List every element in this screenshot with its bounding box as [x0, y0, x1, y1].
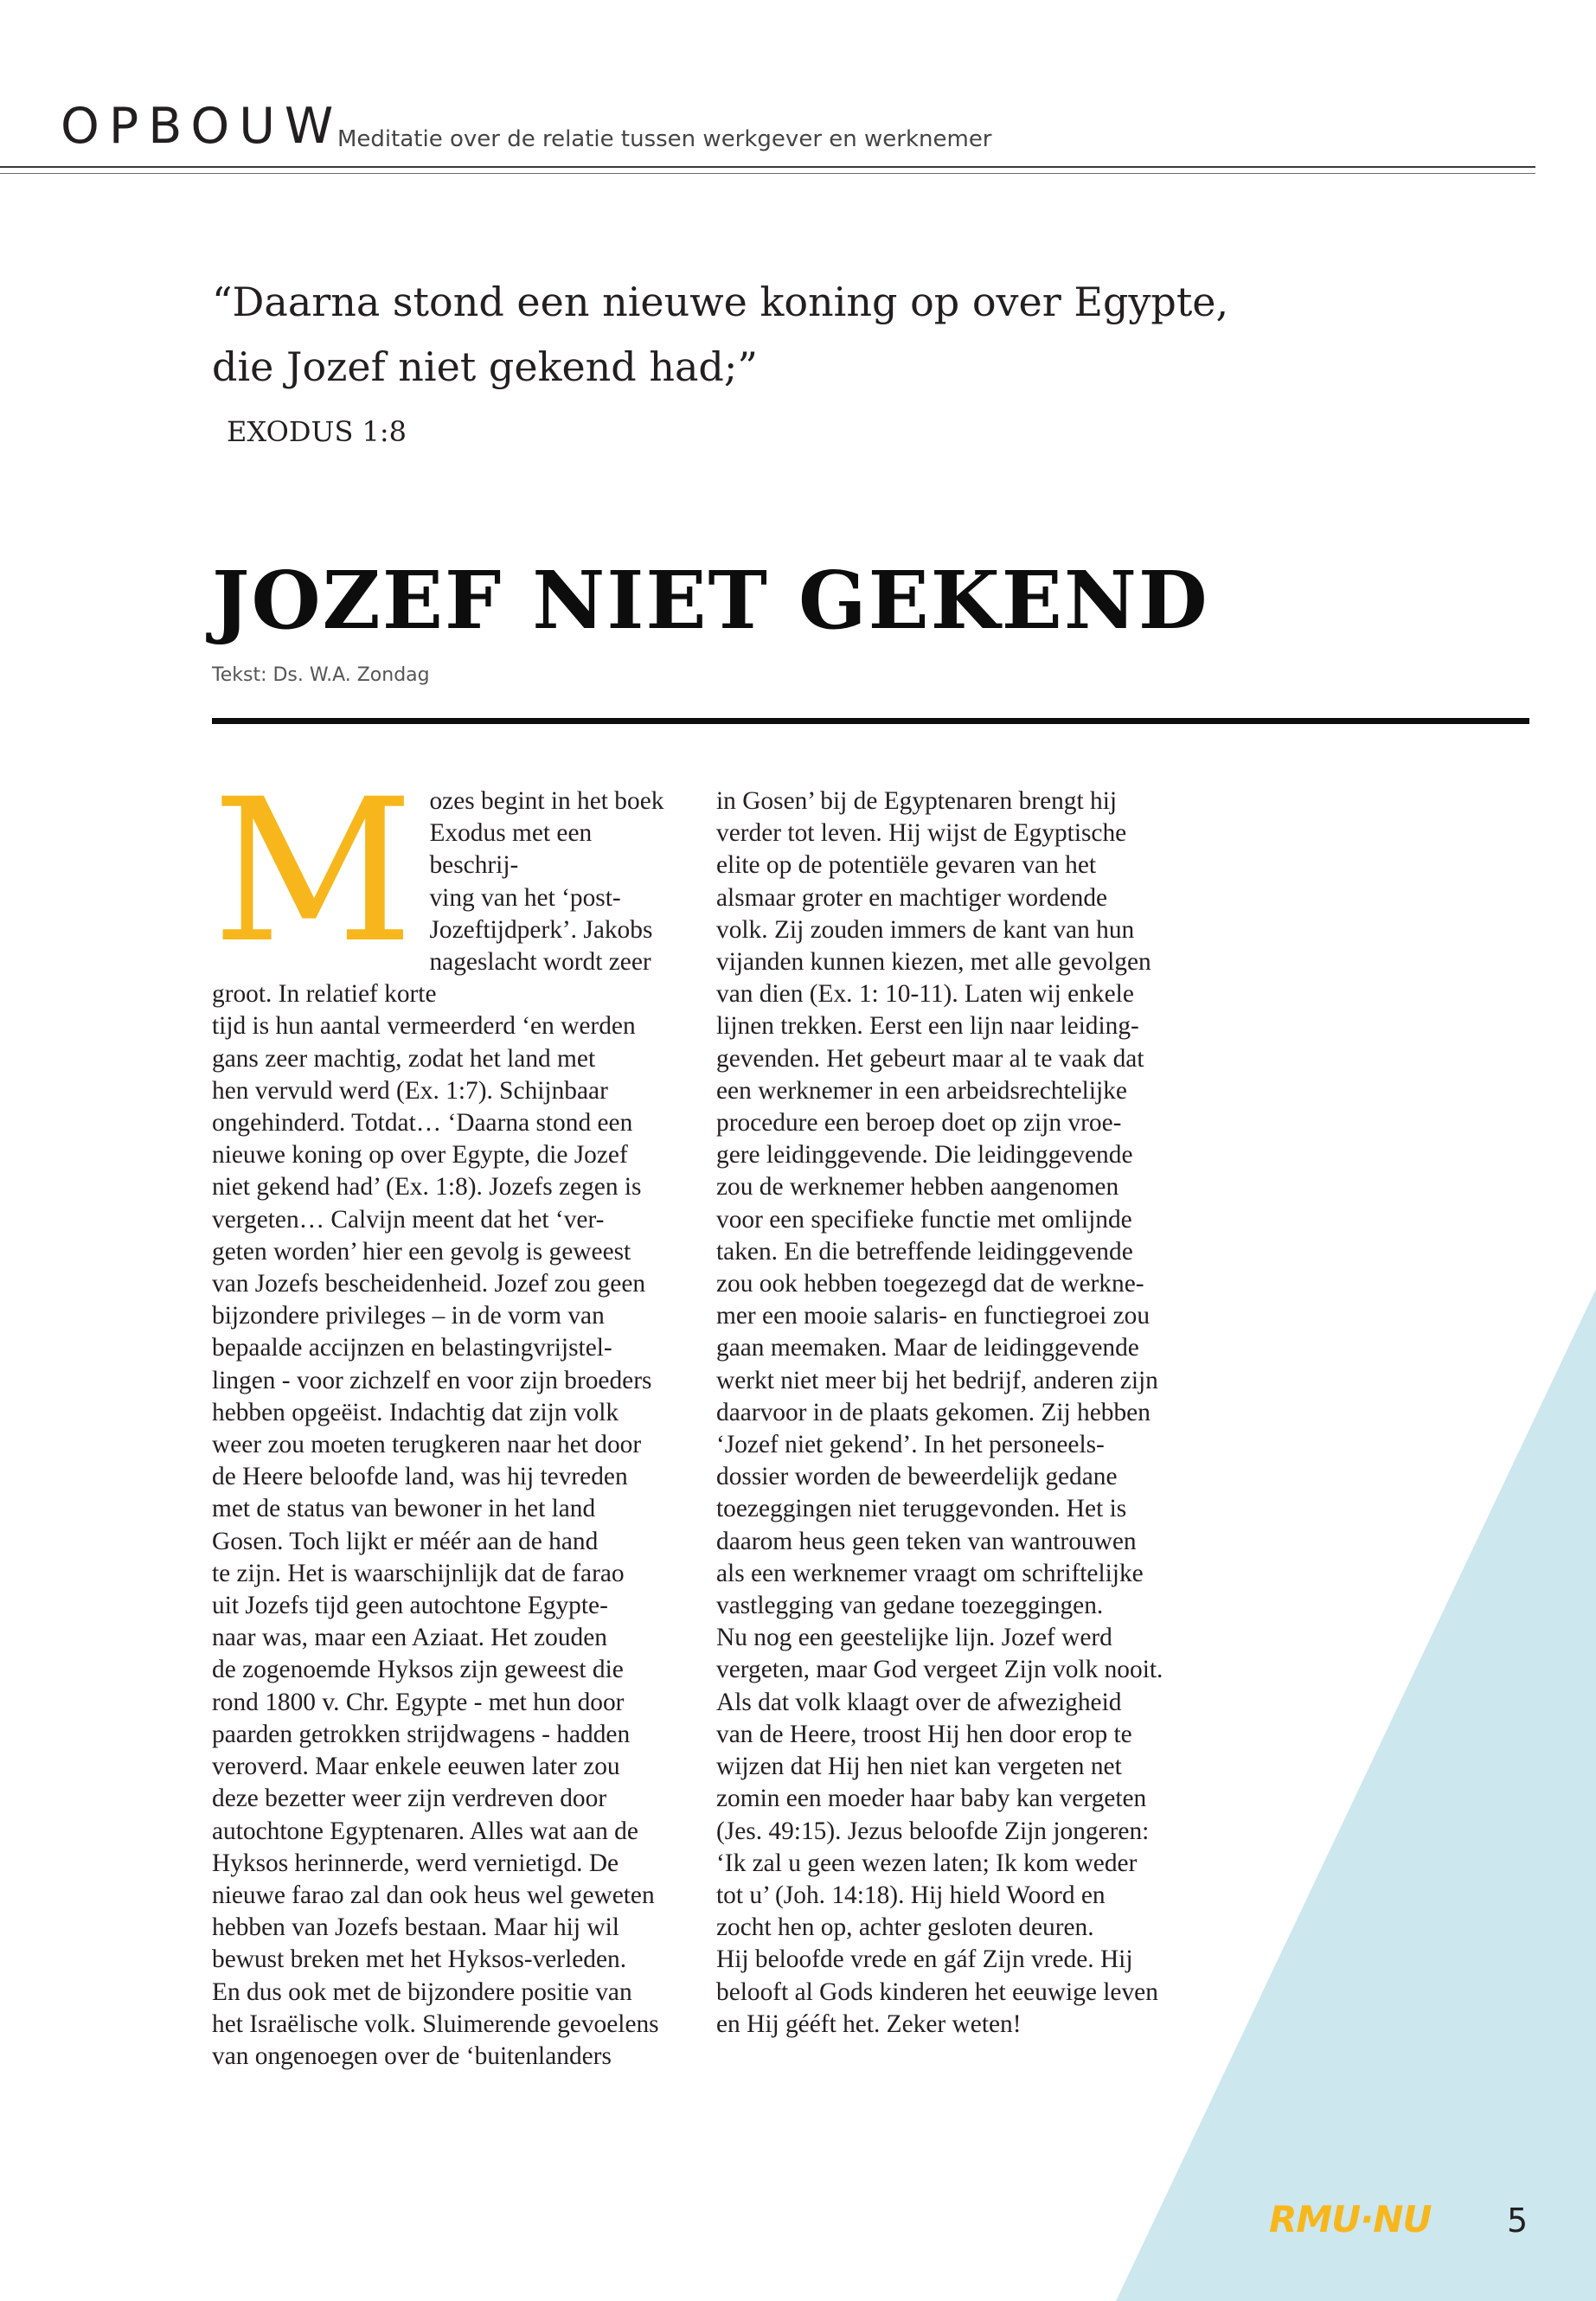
text-line: paarden getrokken strijdwagens - hadden — [212, 1720, 631, 1748]
text-line: ongehinderd. Totdat… ‘Daarna stond een — [212, 1109, 633, 1138]
text-line: vergeten… Calvijn meent dat het ‘ver- — [212, 1205, 605, 1234]
text-line: zocht hen op, achter gesloten deuren. — [716, 1913, 1094, 1942]
text-line: autochtone Egyptenaren. Alles wat aan de — [212, 1817, 638, 1845]
text-line: belooft al Gods kinderen het eeuwige leven — [716, 1977, 1158, 2006]
text-line: volk. Zij zouden immers de kant van hun — [716, 915, 1135, 944]
text-line: zou ook hebben toegezegd dat de werkne- — [716, 1270, 1144, 1298]
text-line: bijzondere privileges – in de vorm van — [212, 1302, 605, 1330]
text-line: nieuwe farao zal dan ook heus wel geweten — [212, 1881, 655, 1909]
text-line: daarom heus geen teken van wantrouwen — [716, 1527, 1137, 1555]
text-line: Exodus met een beschrij- — [429, 819, 593, 880]
text-line: en Hij gééft het. Zeker weten! — [716, 2009, 1022, 2038]
text-line: verder tot leven. Hij wijst de Egyptische — [716, 819, 1127, 848]
drop-cap: M — [212, 756, 414, 986]
text-line: hen vervuld werd (Ex. 1:7). Schijnbaar — [212, 1076, 608, 1105]
text-line: dossier worden de beweerdelijk gedane — [716, 1463, 1118, 1491]
byline: Tekst: Ds. W.A. Zondag — [212, 664, 430, 686]
text-line: vijanden kunnen kiezen, met alle gevolgen — [716, 948, 1151, 977]
text-line: groot. In relatief korte — [212, 980, 437, 1009]
text-line: van de Heere, troost Hij hen door erop te — [716, 1720, 1132, 1748]
text-line: bepaalde accijnzen en belastingvrijstel- — [212, 1334, 612, 1362]
text-line: tijd is hun aantal vermeerderd ‘en werden — [212, 1012, 636, 1041]
text-line: gere leidinggevende. Die leidinggevende — [716, 1141, 1133, 1170]
text-line: Als dat volk klaagt over de afwezigheid — [716, 1688, 1122, 1716]
text-line: alsmaar groter en machtiger wordende — [716, 883, 1108, 912]
text-line: Hyksos herinnerde, werd vernietigd. De — [212, 1849, 619, 1877]
bible-quote — [212, 270, 1228, 400]
text-line: het Israëlische volk. Sluimerende gevoelens — [212, 2009, 659, 2038]
text-line: ozes begint in het boek — [429, 787, 664, 815]
header-rule-thin — [0, 173, 1535, 174]
text-line: deze bezetter weer zijn verdreven door — [212, 1785, 607, 1813]
quote-reference: EXODUS 1:8 — [227, 415, 407, 448]
text-line: uit Jozefs tijd geen autochtone Egypte- — [212, 1592, 608, 1620]
text-line: procedure een beroep doet op zijn vroe- — [716, 1109, 1122, 1138]
text-line: nageslacht wordt zeer — [429, 948, 651, 977]
text-line: gevenden. Het gebeurt maar al te vaak dat — [716, 1044, 1144, 1073]
text-line: in Gosen’ bij de Egyptenaren brengt hij — [716, 787, 1118, 815]
text-line: bewust breken met het Hyksos-verleden. — [212, 1945, 627, 1974]
rmu-nu-logo: RMU·NU — [1269, 2198, 1432, 2240]
text-line: mer een mooie salaris- en functiegroei zou — [716, 1302, 1151, 1330]
text-line: niet gekend had’ (Ex. 1:8). Jozefs zegen is — [212, 1173, 642, 1202]
text-line: als een werknemer vraagt om schriftelijke — [716, 1559, 1144, 1587]
text-line: En dus ook met de bijzondere positie van — [212, 1977, 632, 2006]
text-line: lijnen trekken. Eerst een lijn naar leiding- — [716, 1012, 1139, 1041]
text-line: te zijn. Het is waarschijnlijk dat de farao — [212, 1559, 625, 1587]
quote-line-2: die Jozef niet gekend had;” — [212, 343, 758, 390]
text-line: hebben van Jozefs bestaan. Maar hij wil — [212, 1913, 619, 1942]
article-column-right — [716, 785, 1218, 2041]
section-subtitle: Meditatie over de relatie tussen werkgever en werknemer — [337, 126, 992, 152]
text-line: vergeten, maar God vergeet Zijn volk nooit. — [716, 1656, 1163, 1684]
text-line: veroverd. Maar enkele eeuwen later zou — [212, 1753, 620, 1781]
text-line: ‘Jozef niet gekend’. In het personeels- — [716, 1431, 1105, 1459]
text-line: Hij beloofde vrede en gáf Zijn vrede. Hij — [716, 1945, 1133, 1974]
text-line: van ongenoegen over de ‘buitenlanders — [212, 2041, 612, 2070]
text-line: de Heere beloofde land, was hij tevreden — [212, 1463, 628, 1491]
text-line: weer zou moeten terugkeren naar het door — [212, 1431, 642, 1459]
page-number: 5 — [1507, 2202, 1529, 2240]
text-line: Jozeftijdperk’. Jakobs — [429, 915, 653, 944]
text-line: naar was, maar een Aziaat. Het zouden — [212, 1624, 607, 1652]
text-line: elite op de potentiële gevaren van het — [716, 851, 1097, 880]
text-line: rond 1800 v. Chr. Egypte - met hun door — [212, 1688, 625, 1716]
text-line: nieuwe koning op over Egypte, die Jozef — [212, 1141, 628, 1170]
text-line: daarvoor in de plaats gekomen. Zij hebben — [716, 1398, 1151, 1426]
title-rule — [212, 718, 1529, 724]
text-line: gaan meemaken. Maar de leidinggevende — [716, 1334, 1139, 1362]
text-line: wijzen dat Hij hen niet kan vergeten net — [716, 1753, 1122, 1781]
text-line: lingen - voor zichzelf en voor zijn broeders — [212, 1366, 652, 1394]
text-line: geten worden’ hier een gevolg is geweest — [212, 1237, 631, 1266]
text-line: met de status van bewoner in het land — [212, 1495, 596, 1523]
text-line: Nu nog een geestelijke lijn. Jozef werd — [716, 1624, 1112, 1652]
text-line: zomin een moeder haar baby kan vergeten — [716, 1785, 1147, 1813]
text-line: (Jes. 49:15). Jezus beloofde Zijn jongeren: — [716, 1817, 1150, 1845]
text-line: Gosen. Toch lijkt er méér aan de hand — [212, 1527, 599, 1555]
text-line: van Jozefs bescheidenheid. Jozef zou geen — [212, 1270, 646, 1298]
body-text-left — [212, 756, 670, 2073]
header-rule — [0, 166, 1535, 168]
text-line: de zogenoemde Hyksos zijn geweest die — [212, 1656, 624, 1684]
text-line: gans zeer machtig, zodat het land met — [212, 1044, 596, 1073]
text-line: een werknemer in een arbeidsrechtelijke — [716, 1076, 1127, 1105]
quote-line-1: “Daarna stond een nieuwe koning op over Egypte, — [212, 279, 1229, 325]
text-line: taken. En die betreffende leidinggevende — [716, 1237, 1133, 1266]
text-line: ving van het ‘post- — [429, 883, 621, 912]
section-label: OPBOUW — [61, 98, 343, 155]
text-line: werkt niet meer bij het bedrijf, anderen zijn — [716, 1366, 1158, 1394]
article-title: JOZEF NIET GEKEND — [212, 554, 1209, 647]
text-line: ‘Ik zal u geen wezen laten; Ik kom weder — [716, 1849, 1138, 1877]
text-line: zou de werknemer hebben aangenomen — [716, 1173, 1119, 1202]
text-line: van dien (Ex. 1: 10-11). Laten wij enkele — [716, 980, 1134, 1009]
article-column-left — [212, 756, 670, 2073]
text-line: hebben opgeëist. Indachtig dat zijn volk — [212, 1398, 619, 1426]
text-line: vastlegging van gedane toezeggingen. — [716, 1592, 1104, 1620]
body-text-right — [716, 785, 1218, 2041]
text-line: voor een specifieke functie met omlijnde — [716, 1205, 1132, 1234]
text-line: toezeggingen niet teruggevonden. Het is — [716, 1495, 1127, 1523]
text-line: tot u’ (Joh. 14:18). Hij hield Woord en — [716, 1881, 1106, 1909]
